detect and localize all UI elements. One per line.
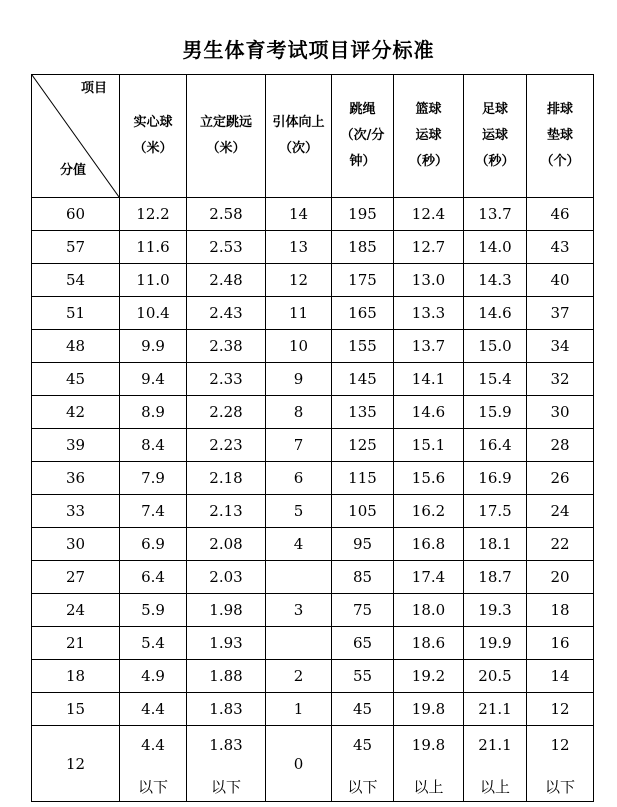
- column-header-line: （米）: [133, 141, 173, 156]
- value-cell: 19.2: [394, 660, 464, 693]
- value-cell: 12.7: [394, 231, 464, 264]
- column-header-3: [332, 75, 394, 198]
- value-cell: 15.6: [394, 462, 464, 495]
- value-cell: 2.48: [187, 264, 266, 297]
- value-cell: 12: [266, 264, 332, 297]
- column-header-line: （秒）: [475, 154, 515, 169]
- value-cell: 1.93: [187, 627, 266, 660]
- column-header-0: [120, 75, 187, 198]
- value-cell: 115: [332, 462, 394, 495]
- value-cell: 46: [527, 198, 594, 231]
- value-cell: [332, 726, 394, 802]
- value-cell: 4.9: [120, 660, 187, 693]
- column-header-line: 运球: [481, 128, 508, 143]
- table-row: [32, 528, 594, 561]
- value-cell: 125: [332, 429, 394, 462]
- value-cell: 16.9: [464, 462, 527, 495]
- value-cell: 2.33: [187, 363, 266, 396]
- value-cell: 9: [266, 363, 332, 396]
- value-cell: 175: [332, 264, 394, 297]
- header-row: [32, 75, 594, 198]
- value-cell: [527, 726, 594, 802]
- column-header-5: [464, 75, 527, 198]
- value-cell: 5.9: [120, 594, 187, 627]
- score-cell: 36: [32, 462, 120, 495]
- value-cell: 19.9: [464, 627, 527, 660]
- threshold-value: 19.8: [411, 736, 446, 754]
- value-cell: 16.2: [394, 495, 464, 528]
- value-cell: 11.0: [120, 264, 187, 297]
- table-row: [32, 363, 594, 396]
- value-cell: 32: [527, 363, 594, 396]
- value-cell: [266, 726, 332, 802]
- value-cell: 14.0: [464, 231, 527, 264]
- value-cell: 13.7: [394, 330, 464, 363]
- value-cell: 40: [527, 264, 594, 297]
- value-cell: 14.6: [394, 396, 464, 429]
- value-cell: 20.5: [464, 660, 527, 693]
- value-cell: 16: [527, 627, 594, 660]
- table-row: [32, 297, 594, 330]
- column-header-line: （米）: [206, 141, 246, 156]
- threshold-value: 0: [293, 754, 304, 773]
- value-cell: 145: [332, 363, 394, 396]
- column-header-line: （个）: [540, 154, 580, 169]
- value-cell: 2.43: [187, 297, 266, 330]
- value-cell: 2.23: [187, 429, 266, 462]
- value-cell: 3: [266, 594, 332, 627]
- table-row: [32, 264, 594, 297]
- value-cell: 22: [527, 528, 594, 561]
- value-cell: 165: [332, 297, 394, 330]
- table-row: [32, 495, 594, 528]
- value-cell: 2.28: [187, 396, 266, 429]
- value-cell: [394, 726, 464, 802]
- score-cell: 42: [32, 396, 120, 429]
- value-cell: 8.9: [120, 396, 187, 429]
- value-cell: 8.4: [120, 429, 187, 462]
- value-cell: [266, 627, 332, 660]
- score-cell: 51: [32, 297, 120, 330]
- value-cell: 13.7: [464, 198, 527, 231]
- column-header-6: [527, 75, 594, 198]
- value-cell: [266, 561, 332, 594]
- table-row: [32, 693, 594, 726]
- value-cell: 15.0: [464, 330, 527, 363]
- value-cell: 16.8: [394, 528, 464, 561]
- value-cell: 185: [332, 231, 394, 264]
- value-cell: 15.1: [394, 429, 464, 462]
- score-cell: 24: [32, 594, 120, 627]
- value-cell: 195: [332, 198, 394, 231]
- score-cell: 60: [32, 198, 120, 231]
- corner-item-label: 项目: [80, 81, 107, 96]
- value-cell: 75: [332, 594, 394, 627]
- column-header-4: [394, 75, 464, 198]
- value-cell: 37: [527, 297, 594, 330]
- value-cell: 12.4: [394, 198, 464, 231]
- score-cell: 54: [32, 264, 120, 297]
- column-header-line: 篮球: [415, 102, 442, 117]
- score-cell: 18: [32, 660, 120, 693]
- corner-header-cell: [32, 75, 120, 198]
- value-cell: 2.38: [187, 330, 266, 363]
- column-header-line: （次/分: [340, 128, 385, 143]
- value-cell: 85: [332, 561, 394, 594]
- threshold-note: 以下: [347, 778, 378, 796]
- value-cell: 10.4: [120, 297, 187, 330]
- value-cell: 18: [527, 594, 594, 627]
- score-cell: 57: [32, 231, 120, 264]
- value-cell: 95: [332, 528, 394, 561]
- column-header-line: （秒）: [408, 154, 448, 169]
- value-cell: 1.83: [187, 693, 266, 726]
- score-cell: 33: [32, 495, 120, 528]
- value-cell: 19.8: [394, 693, 464, 726]
- column-header-line: 排球: [546, 102, 573, 117]
- value-cell: 24: [527, 495, 594, 528]
- table-row-last: [32, 726, 594, 802]
- score-cell: 45: [32, 363, 120, 396]
- column-header-line: 跳绳: [349, 102, 376, 117]
- column-header-line: 运球: [415, 128, 442, 143]
- value-cell: 5.4: [120, 627, 187, 660]
- value-cell: 21.1: [464, 693, 527, 726]
- column-header-2: [266, 75, 332, 198]
- column-header-line: 垫球: [546, 128, 573, 143]
- table-row: [32, 231, 594, 264]
- value-cell: 15.9: [464, 396, 527, 429]
- threshold-note: 以上: [413, 778, 444, 796]
- score-cell: 30: [32, 528, 120, 561]
- threshold-note: 以下: [210, 778, 241, 796]
- value-cell: 11.6: [120, 231, 187, 264]
- value-cell: 12.2: [120, 198, 187, 231]
- page-title: 男生体育考试项目评分标准: [182, 38, 435, 62]
- value-cell: 18.0: [394, 594, 464, 627]
- value-cell: 2.53: [187, 231, 266, 264]
- value-cell: [464, 726, 527, 802]
- value-cell: 9.4: [120, 363, 187, 396]
- corner-score-label: 分值: [60, 163, 87, 178]
- value-cell: 5: [266, 495, 332, 528]
- value-cell: 20: [527, 561, 594, 594]
- value-cell: 7: [266, 429, 332, 462]
- value-cell: 1.88: [187, 660, 266, 693]
- table-row: [32, 462, 594, 495]
- value-cell: 14.6: [464, 297, 527, 330]
- table-row: [32, 660, 594, 693]
- value-cell: 8: [266, 396, 332, 429]
- table-row: [32, 429, 594, 462]
- column-header-line: （次）: [278, 141, 318, 156]
- value-cell: 55: [332, 660, 394, 693]
- value-cell: 4.4: [120, 693, 187, 726]
- value-cell: 65: [332, 627, 394, 660]
- value-cell: 2: [266, 660, 332, 693]
- value-cell: 2.03: [187, 561, 266, 594]
- value-cell: 7.4: [120, 495, 187, 528]
- value-cell: 11: [266, 297, 332, 330]
- score-cell: 21: [32, 627, 120, 660]
- value-cell: 6: [266, 462, 332, 495]
- value-cell: 2.18: [187, 462, 266, 495]
- value-cell: 7.9: [120, 462, 187, 495]
- score-cell: 39: [32, 429, 120, 462]
- value-cell: 16.4: [464, 429, 527, 462]
- table-row: [32, 198, 594, 231]
- threshold-value: 21.1: [478, 736, 512, 754]
- value-cell: 13.0: [394, 264, 464, 297]
- column-header-1: [187, 75, 266, 198]
- value-cell: [187, 726, 266, 802]
- value-cell: 1: [266, 693, 332, 726]
- column-header-line: 钟）: [349, 154, 376, 169]
- value-cell: 34: [527, 330, 594, 363]
- value-cell: 155: [332, 330, 394, 363]
- scoring-table: [31, 74, 594, 802]
- table-body: [32, 198, 594, 802]
- threshold-value: 45: [352, 736, 373, 754]
- score-cell: 27: [32, 561, 120, 594]
- value-cell: 43: [527, 231, 594, 264]
- value-cell: 4: [266, 528, 332, 561]
- threshold-note: 以下: [137, 778, 168, 796]
- table-row: [32, 627, 594, 660]
- value-cell: 28: [527, 429, 594, 462]
- value-cell: 9.9: [120, 330, 187, 363]
- value-cell: 18.1: [464, 528, 527, 561]
- value-cell: 17.4: [394, 561, 464, 594]
- column-header-line: 立定跳远: [199, 115, 252, 130]
- value-cell: 2.58: [187, 198, 266, 231]
- value-cell: 14: [266, 198, 332, 231]
- value-cell: 105: [332, 495, 394, 528]
- value-cell: 18.7: [464, 561, 527, 594]
- column-header-line: 实心球: [133, 115, 173, 130]
- threshold-note: 以下: [544, 778, 575, 796]
- value-cell: 6.9: [120, 528, 187, 561]
- table-row: [32, 561, 594, 594]
- value-cell: 14.1: [394, 363, 464, 396]
- value-cell: 12: [527, 693, 594, 726]
- table-row: [32, 330, 594, 363]
- table-row: [32, 396, 594, 429]
- value-cell: 18.6: [394, 627, 464, 660]
- value-cell: 14.3: [464, 264, 527, 297]
- value-cell: 26: [527, 462, 594, 495]
- score-cell: 48: [32, 330, 120, 363]
- value-cell: 15.4: [464, 363, 527, 396]
- value-cell: 14: [527, 660, 594, 693]
- table-row: [32, 594, 594, 627]
- value-cell: 13.3: [394, 297, 464, 330]
- value-cell: 10: [266, 330, 332, 363]
- value-cell: 6.4: [120, 561, 187, 594]
- threshold-value: 4.4: [141, 736, 165, 754]
- value-cell: 2.08: [187, 528, 266, 561]
- column-header-line: 足球: [481, 102, 508, 117]
- value-cell: 2.13: [187, 495, 266, 528]
- value-cell: 45: [332, 693, 394, 726]
- column-header-line: 引体向上: [272, 115, 325, 130]
- value-cell: 17.5: [464, 495, 527, 528]
- threshold-value: 12: [550, 736, 570, 754]
- score-cell: 15: [32, 693, 120, 726]
- value-cell: 1.98: [187, 594, 266, 627]
- value-cell: 13: [266, 231, 332, 264]
- value-cell: 135: [332, 396, 394, 429]
- score-cell: 12: [32, 726, 120, 802]
- value-cell: 19.3: [464, 594, 527, 627]
- threshold-note: 以上: [479, 778, 510, 796]
- value-cell: [120, 726, 187, 802]
- threshold-value: 1.83: [209, 736, 243, 754]
- value-cell: 30: [527, 396, 594, 429]
